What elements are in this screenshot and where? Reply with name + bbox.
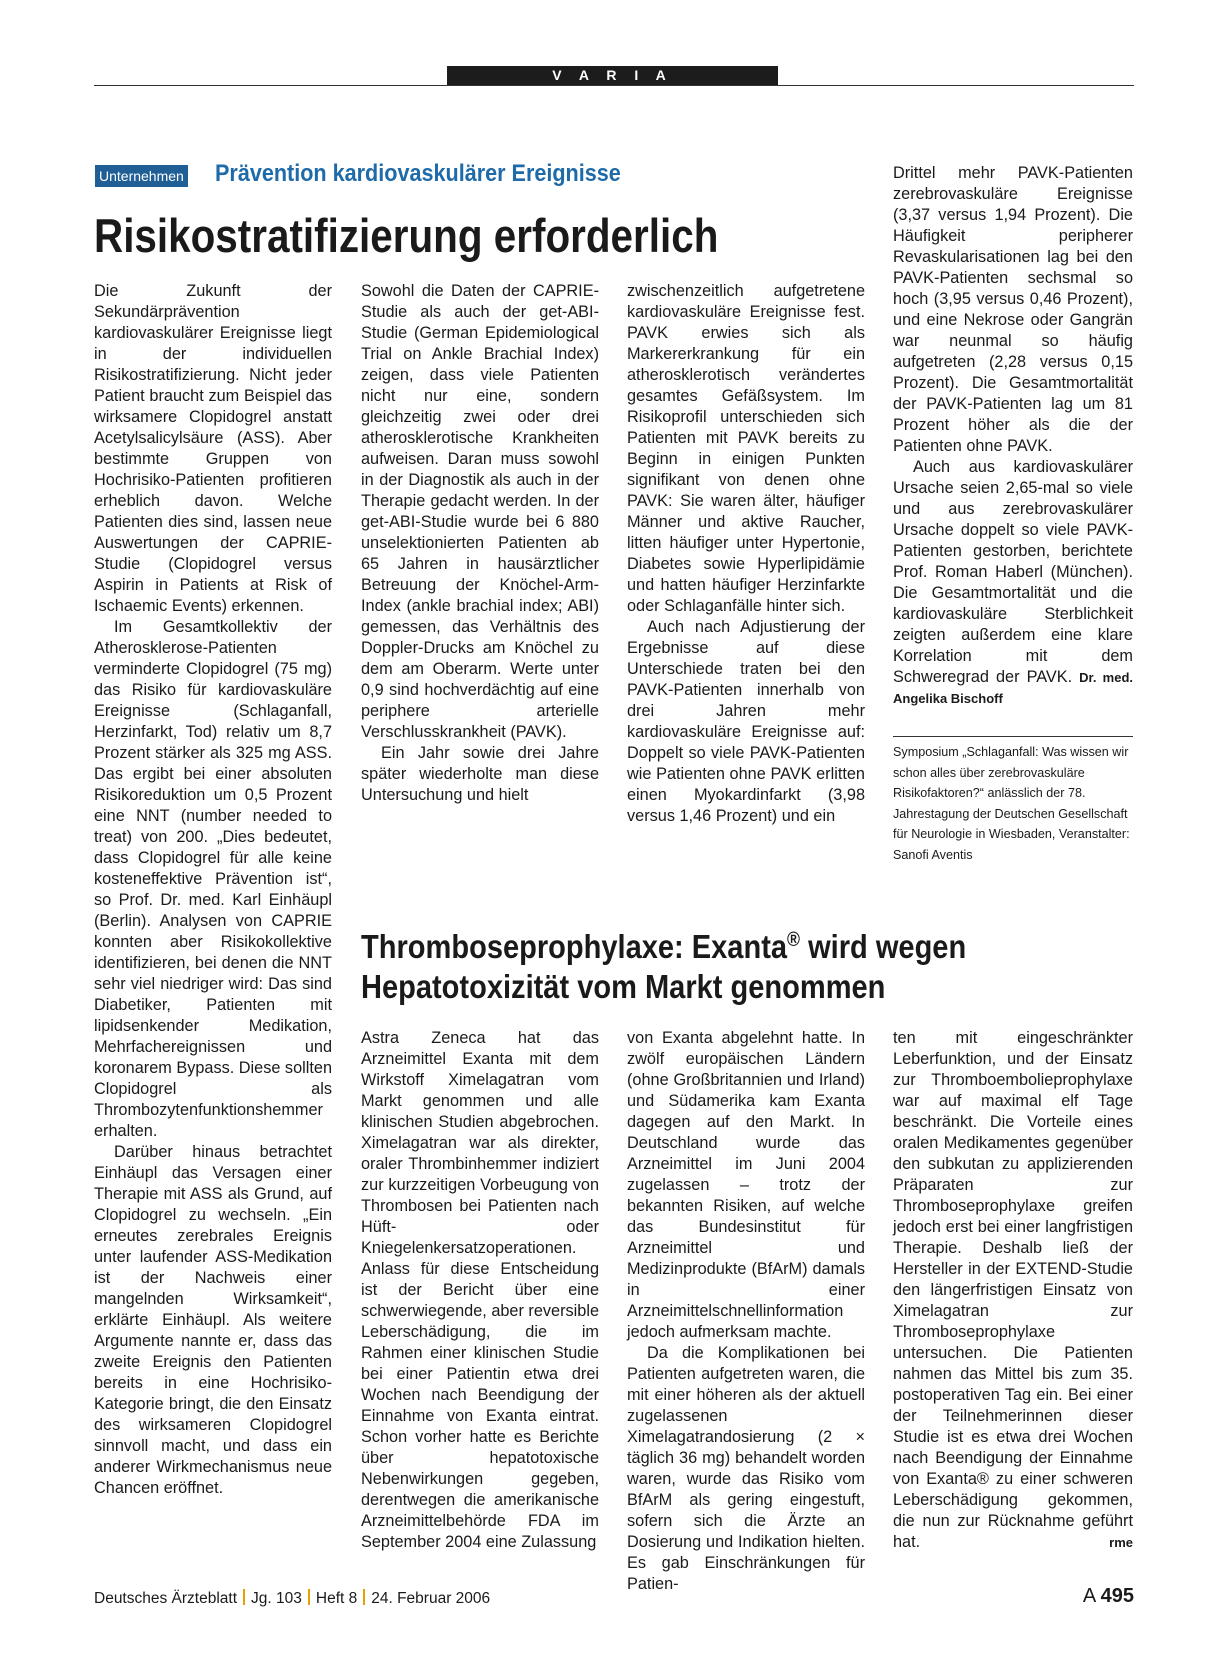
footer-separator <box>363 1589 365 1605</box>
article1-column-2 <box>361 281 599 851</box>
paragraph: Im Gesamtkollektiv der Atherosklerose-Patienten verminderte Clopidogrel (75 mg) das Risiko für kardiovaskuläre Ereignisse (Schlaganfall, Herzinfarkt, Tod) relativ um 8,7 Prozent stärker als 325 mg ASS. Das ergibt bei einer absoluten Risikoreduktion um 0,5 Prozent eine NNT (number needed to treat) von 200. „Dies bedeutet, dass Clopidogrel für alle keine kosteneffektive Prävention ist“, so Prof. Dr. med. Karl Einhäupl (Berlin). Analysen von CAPRIE konnten aber Risikokollektive identifizieren, bei denen die NNT sehr viel niedriger wird: Das sind Diabetiker, Patienten mit lipidsenkender Medikation, Mehrfachereignissen und koronarem Bypass. Diese sollten Clopidogrel als Thrombozytenfunktionshemmer erhalten. <box>94 618 332 1140</box>
article2-author: rme <box>1109 1535 1133 1550</box>
paragraph: Astra Zeneca hat das Arzneimittel Exanta mit dem Wirkstoff Ximelagatran vom Markt genommen und alle klinischen Studien abgebrochen. Ximelagatran war als direkter, oraler Thrombinhemmer indiziert zur kurzzeitigen Vorbeugung von Thrombosen bei Patienten nach Hüft- oder Kniegelenkersatzoperationen. Anlass für diese Entscheidung ist der Bericht über eine schwerwiegende, aber reversible Leberschädigung, die im Rahmen einer klinischen Studie bei einer Patientin etwa drei Wochen nach Beendigung der Einnahme von Exanta eintrat. Schon vorher hatte es Berichte über hepatotoxische Nebenwirkungen gegeben, derentwegen die amerikanische Arzneimittelbehörde FDA im September 2004 eine Zulassung <box>361 1029 600 1551</box>
header-rule <box>94 85 1134 86</box>
section-banner: V A R I A <box>447 66 778 85</box>
headline-line1: Thromboseprophylaxe: Exanta® wird wegen <box>361 928 967 965</box>
paragraph-text: ten mit eingeschränkter Leberfunktion, und der Einsatz zur Thromboembolieprophylaxe war auf maximal elf Tage beschränkt. Die Vorteile eines oralen Medikamentes gegenüber den subkutan zu applizierenden Präparaten zur Thromboseprophylaxe greifen jedoch erst bei einer langfristigen Therapie. Deshalb ließ der Hersteller in der EXTEND-Studie den längerfristigen Einsatz von Ximelagatran zur Thromboseprophylaxe untersuchen. Die Patienten nahmen das Mittel bis zum 35. postoperativen Tag ein. Bei einer der Teilnehmerinnen dieser Studie ist es etwa drei Wochen nach Beendigung der Einnahme von Exanta® zu einer schweren Leberschädigung gekommen, die nun zur Rücknahme geführt hat. <box>893 1029 1133 1551</box>
paragraph: Auch nach Adjustierung der Ergebnisse auf diese Unterschiede traten bei den PAVK-Patienten innerhalb von drei Jahren mehr kardiovaskuläre Ereignisse auf: Doppelt so viele PAVK-Patienten wie Patienten ohne PAVK erlitten einen Myokardinfarkt (3,98 versus 1,46 Prozent) und ein <box>627 618 865 825</box>
paragraph: Darüber hinaus betrachtet Einhäupl das Versagen einer Therapie mit ASS als Grund, auf Clopidogrel zu wechseln. „Ein erneutes zerebrales Ereignis unter laufender ASS-Medikation ist der Nachweis einer mangelnden Wirksamkeit“, erklärte Einhäupl. Als weitere Argumente nannte er, dass das zweite Ereignis den Patienten bereits in eine Hochrisiko-Kategorie bringt, die den Einsatz des wirksameren Clopidogrel sinnvoll macht, und dass ein anderer Wirkmechanismus neue Chancen eröffnet. <box>94 1143 332 1497</box>
journal-date: 24. Februar 2006 <box>371 1590 491 1607</box>
paragraph-text: Auch aus kardiovaskulärer Ursache seien 2,65-mal so viele und aus zerebrovaskulärer Ursache doppelt so viele PAVK-Patienten gestorben, berichtete Prof. Roman Haberl (München). Die Gesamtmortalität und die kardiovaskuläre Sterblichkeit zeigten außerdem eine klare Korrelation mit dem Schweregrad der PAVK. <box>893 458 1133 686</box>
symposium-note: Symposium „Schlaganfall: Was wissen wir schon alles über zerebrovaskuläre Risikofaktoren?“ anlässlich der 78. Jahrestagung der Deutschen Gesellschaft für Neurologie in Wiesbaden, Veranstalter: Sanofi Aventis <box>893 745 1130 862</box>
article1-column-1 <box>94 281 332 1541</box>
article2-column-1 <box>361 1028 600 1551</box>
footer-separator <box>308 1589 310 1605</box>
article-author: Dr. med. Angelika Bischoff <box>893 670 1133 706</box>
article-headline: Risikostratifizierung erforderlich <box>94 209 719 262</box>
paragraph: Ein Jahr sowie drei Jahre später wiederholte man diese Untersuchung und hielt <box>361 744 599 804</box>
journal-issue: Heft 8 <box>315 1590 358 1607</box>
article2-column-3 <box>893 1028 1133 1551</box>
note-rule <box>893 736 1133 737</box>
paragraph: Drittel mehr PAVK-Patienten zerebrovaskuläre Ereignisse (3,37 versus 1,94 Prozent). Die Häufigkeit peripherer Revaskularisationen lag bei den PAVK-Patienten sechsmal so hoch (3,95 versus 0,46 Prozent), und eine Nekrose oder Gangrän war neunmal so häufig aufgetreten (2,28 versus 0,15 Prozent). Die Gesamtmortalität der PAVK-Patienten lag um 81 Prozent höher als die der Patienten ohne PAVK. <box>893 164 1133 455</box>
paragraph <box>893 457 1133 709</box>
registered-mark: ® <box>787 929 800 951</box>
paragraph: Da die Komplikationen bei Patienten aufgetreten waren, die mit einer höheren als der aktuell zugelassenen Ximelagatrandosierung (2 × täglich 36 mg) behandelt worden waren, wurde das Risiko vom BfArM als gering eingestuft, sofern sich die Ärzte an Dosierung und Indikation hielten. Es gab Einschränkungen für Patien- <box>627 1344 865 1593</box>
category-badge: Unternehmen <box>95 165 188 187</box>
journal-volume: Jg. 103 <box>251 1590 302 1607</box>
paragraph <box>893 1028 1133 1553</box>
article1-column-3 <box>627 281 865 851</box>
paragraph: Die Zukunft der Sekundärprävention kardiovaskulärer Ereignisse liegt in der individuellen Risikostratifizierung. Nicht jeder Patient braucht zum Beispiel das wirksamere Clopidogrel anstatt Acetylsalicylsäure (ASS). Aber bestimmte Gruppen von Hochrisiko-Patienten profitieren erheblich davon. Welche Patienten dies sind, lassen neue Auswertungen der CAPRIE-Studie (Clopidogrel versus Aspirin in Patients at Risk of Ischaemic Events) erkennen. <box>94 282 332 615</box>
article-kicker: Prävention kardiovaskulärer Ereignisse <box>215 160 621 187</box>
footer-separator <box>243 1589 245 1605</box>
article1-column-4 <box>893 163 1133 729</box>
page-number: A 495 <box>1082 1585 1134 1607</box>
headline-line2: Hepatotoxizität vom Markt genommen <box>361 968 886 1005</box>
article2-column-2 <box>627 1028 865 1593</box>
page-footer <box>94 1585 1134 1610</box>
paragraph: Sowohl die Daten der CAPRIE-Studie als auch der get-ABI-Studie (German Epidemiological Trial on Ankle Brachial Index) zeigen, dass viele Patienten nicht nur eine, sondern gleichzeitig zwei oder drei atherosklerotische Krankheiten aufweisen. Daran muss sowohl in der Diagnostik als auch in der Therapie gedacht werden. In der get-ABI-Studie wurde bei 6 880 unselektionierten Patienten ab 65 Jahren in hausärztlicher Betreuung der Knöchel-Arm-Index (ankle brachial index; ABI) gemessen, das Verhältnis des Doppler-Drucks am Knöchel zu dem am Oberarm. Werte unter 0,9 sind hochverdächtig auf eine periphere arterielle Verschlusskrankheit (PAVK). <box>361 282 599 741</box>
article2-headline <box>361 920 966 1007</box>
journal-name: Deutsches Ärzteblatt <box>94 1590 238 1607</box>
paragraph: zwischenzeitlich aufgetretene kardiovaskuläre Ereignisse fest. PAVK erwies sich als Markererkrankung für ein atherosklerotisch verändertes gesamtes Gefäßsystem. Im Risikoprofil unterschieden sich Patienten mit PAVK bereits zu Beginn in einigen Punkten signifikant von denen ohne PAVK: Sie waren älter, häufiger Männer und aktive Raucher, litten häufiger unter Hypertonie, Diabetes sowie Hyperlipidämie und hatten häufiger Herzinfarkte oder Schlaganfälle hinter sich. <box>627 282 865 615</box>
paragraph: von Exanta abgelehnt hatte. In zwölf europäischen Ländern (ohne Großbritannien und Irland) und Südamerika kam Exanta dagegen auf den Markt. In Deutschland wurde das Arzneimittel im Juni 2004 zugelassen – trotz der bekannten Risiken, auf welche das Bundesinstitut für Arzneimittel und Medizinprodukte (BfArM) damals in einer Arzneimittelschnellinformation jedoch aufmerksam machte. <box>627 1029 865 1341</box>
